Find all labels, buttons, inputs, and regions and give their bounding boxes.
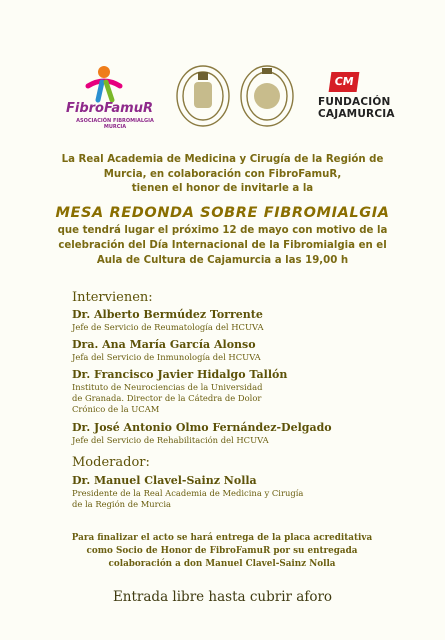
academy-seals-icon: [170, 60, 300, 130]
speaker-name: Dr. José Antonio Olmo Fernández-Delgado: [72, 421, 332, 434]
fibrofamur-figure-icon: [58, 64, 158, 104]
cajamurcia-line1: FUNDACIÓN: [318, 96, 391, 108]
fibrofamur-subtitle: ASOCIACIÓN FIBROMIALGIA MURCIA: [76, 118, 154, 130]
cajamurcia-line2: CAJAMURCIA: [318, 108, 395, 120]
speakers-heading: Intervienen:: [72, 290, 153, 305]
fibrofamur-wordmark: FibroFamuR: [66, 101, 153, 116]
invitation-intro: [20, 153, 425, 197]
fundacion-cajamurcia-logo: [318, 72, 418, 132]
event-title: MESA REDONDA SOBRE FIBROMIALGIA: [55, 205, 390, 221]
fibrofamur-logo: [58, 64, 158, 134]
closing-line: colaboración a don Manuel Clavel-Sainz Nolla: [108, 559, 336, 569]
speaker-role: Jefa del Servicio de Inmunología del HCUVA: [72, 352, 261, 362]
description-line: que tendrá lugar el próximo 12 de mayo con motivo de la: [57, 225, 388, 236]
speaker-name: Dr. Alberto Bermúdez Torrente: [72, 308, 263, 321]
logo-row: [0, 50, 445, 140]
intro-line: Murcia, en colaboración con FibroFamuR,: [103, 168, 342, 180]
moderator-role: Presidente de la Real Academia de Medicina y Cirugía de la Región de Murcia: [72, 488, 304, 510]
entry-note: Entrada libre hasta cubrir aforo: [112, 589, 333, 605]
closing-line: como Socio de Honor de FibroFamuR por su entregada: [86, 546, 358, 556]
speaker-role: Instituto de Neurociencias de la Universidad de Granada. Director de la Cátedra de Dolor Crónico de la UCAM: [72, 382, 263, 415]
speaker-role: Jefe de Servicio de Reumatología del HCUVA: [72, 322, 264, 332]
intro-line: La Real Academia de Medicina y Cirugía de la Región de: [61, 154, 384, 165]
speaker-entry: [72, 338, 432, 363]
speaker-entry: [72, 421, 432, 446]
speaker-name: Dr. Francisco Javier Hidalgo Tallón: [72, 368, 288, 381]
speaker-entry: [72, 308, 432, 333]
event-description: [20, 224, 425, 268]
cajamurcia-cm-badge: CM: [329, 72, 360, 92]
moderator-heading: Moderador:: [72, 455, 150, 470]
description-line: Aula de Cultura de Cajamurcia a las 19,00 h: [96, 254, 349, 266]
speaker-entry: [72, 368, 432, 416]
moderator-name: Dr. Manuel Clavel-Sainz Nolla: [72, 474, 257, 487]
intro-line: tienen el honor de invitarle a la: [131, 183, 314, 194]
description-line: celebración del Día Internacional de la Fibromialgia en el: [58, 239, 387, 251]
closing-note: [22, 532, 422, 571]
moderator-entry: [72, 474, 432, 510]
speaker-role: Jefe del Servicio de Rehabilitación del HCUVA: [72, 435, 269, 445]
closing-line: Para finalizar el acto se hará entrega de la placa acreditativa: [71, 533, 373, 543]
speaker-name: Dra. Ana María García Alonso: [72, 338, 256, 351]
